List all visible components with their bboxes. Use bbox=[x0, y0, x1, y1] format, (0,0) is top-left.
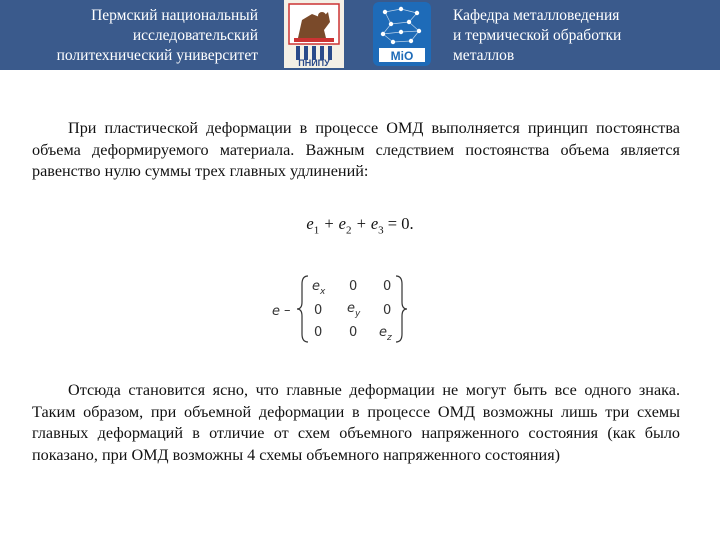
left-brace bbox=[297, 276, 308, 342]
eq-rhs: = 0. bbox=[387, 214, 414, 233]
matrix-sub-x: x bbox=[320, 287, 326, 297]
right-brace bbox=[396, 276, 407, 342]
department-line-2: и термической обработки bbox=[453, 27, 622, 44]
matrix-cell-2-3: 0 bbox=[383, 303, 392, 318]
matrix-lhs: e bbox=[272, 304, 280, 319]
pnipu-logo-text: ПНИПУ bbox=[298, 58, 330, 68]
eq-sub-1: 1 bbox=[313, 224, 320, 237]
eq-e1: e bbox=[306, 214, 314, 233]
paragraph-1 bbox=[32, 118, 680, 183]
matrix-row-2 bbox=[314, 301, 391, 319]
matrix-row-3 bbox=[314, 325, 392, 343]
eq-plus-1: + bbox=[323, 214, 335, 233]
matrix-cell-1-1: e bbox=[312, 279, 320, 294]
matrix-sub-y: y bbox=[355, 309, 361, 319]
department-line-1: Кафедра металловедения bbox=[453, 7, 620, 24]
eq-e2: e bbox=[338, 214, 346, 233]
matrix-dash: – bbox=[284, 303, 291, 318]
matrix-cell-1-3: 0 bbox=[383, 279, 392, 294]
department-name bbox=[453, 6, 713, 66]
university-line-1: Пермский национальный bbox=[91, 7, 258, 24]
matrix-row-1 bbox=[312, 279, 391, 297]
matrix-cell-2-2: e bbox=[347, 301, 355, 316]
matrix-cell-2-1: 0 bbox=[314, 303, 323, 318]
university-line-3: политехнический университет bbox=[56, 47, 258, 64]
matrix-cell-3-2: 0 bbox=[349, 325, 358, 340]
university-name bbox=[0, 6, 258, 66]
matrix-cell-3-3: e bbox=[379, 325, 387, 340]
header-banner bbox=[0, 0, 720, 70]
university-line-2: исследовательский bbox=[132, 27, 258, 44]
matrix-cell-3-1: 0 bbox=[314, 325, 323, 340]
paragraph-2-text: Отсюда становится ясно, что главные деформации не могут быть все одного знака. Таким образом, при объемной деформации в процессе ОМД возможны лишь три схемы главных деформаций в отличие от схем объемного напряженного состояния (как было показано, при ОМД возможны 4 схемы объемного напряженного состояния) bbox=[32, 381, 680, 464]
strain-tensor-matrix bbox=[270, 274, 420, 344]
paragraph-1-text: При пластической деформации в процессе ОМД выполняется принцип постоянства объема деформируемого материала. Важным следствием постоянства объема является равенство нулю суммы трех главных удлинений: bbox=[32, 119, 680, 180]
eq-plus-2: + bbox=[355, 214, 367, 233]
volume-constancy-equation bbox=[0, 214, 720, 236]
paragraph-2 bbox=[32, 380, 680, 466]
department-line-3: металлов bbox=[453, 47, 515, 64]
mio-logo-text: MiO bbox=[390, 49, 414, 63]
eq-sub-2: 2 bbox=[345, 224, 352, 237]
mio-logo bbox=[371, 0, 433, 68]
matrix-cell-1-2: 0 bbox=[349, 279, 358, 294]
eq-sub-3: 3 bbox=[378, 224, 384, 237]
pnipu-logo bbox=[284, 0, 344, 68]
eq-e3: e bbox=[370, 214, 379, 233]
matrix-sub-z: z bbox=[387, 333, 392, 343]
